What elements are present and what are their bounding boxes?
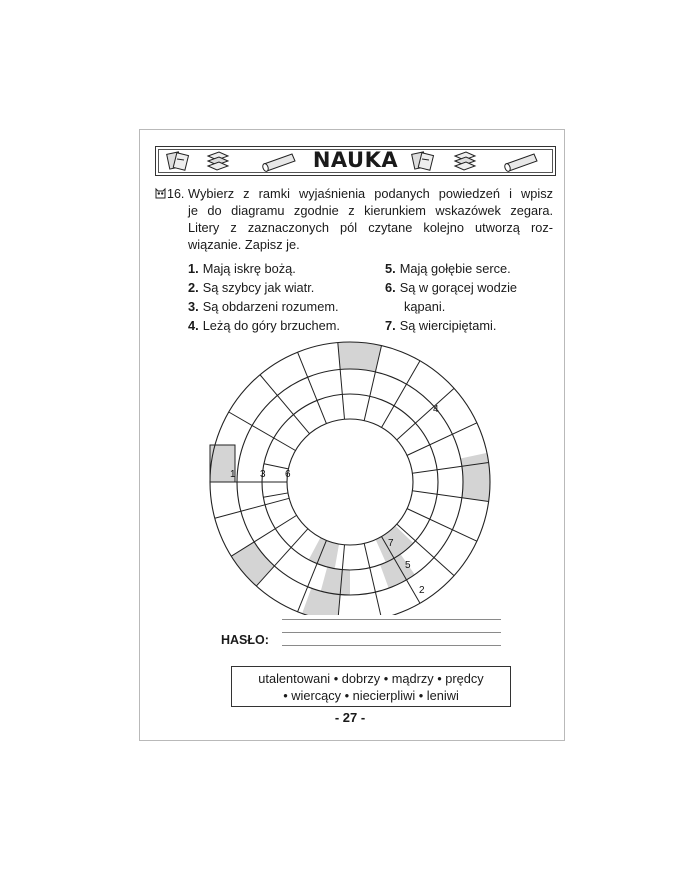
cell-number: 6 (285, 469, 291, 480)
task-line: wiązanie. Zapisz je. (188, 237, 300, 252)
clue-item: 1. Mają iskrę bożą. (188, 261, 296, 276)
clues-right-column (385, 259, 517, 335)
cell-number: 3 (260, 469, 266, 480)
task-line: je do diagramu zgodnie z kierunkiem wskazówek zegara. (188, 203, 553, 218)
shaded-cell (338, 342, 382, 372)
cell-number: 5 (405, 560, 411, 571)
task-line: Wybierz z ramki wyjaśnienia podanych powiedzeń i wpisz (188, 186, 553, 201)
word-bank-line: • wiercący • niecierpliwi • leniwi (283, 688, 459, 703)
owl-icon (155, 187, 166, 200)
clue-item-continuation: kąpani. (404, 299, 446, 314)
cell-divider (231, 515, 296, 556)
cell-number: 2 (419, 585, 425, 596)
answer-line[interactable] (282, 632, 501, 633)
task-number (155, 187, 184, 201)
ring-line (287, 419, 413, 545)
cell-divider (263, 493, 288, 497)
word-bank-box (231, 666, 511, 707)
shaded-cell (461, 453, 490, 502)
section-title: NAUKA (312, 148, 399, 172)
spiral-crossword-diagram[interactable] (205, 340, 505, 615)
answer-line[interactable] (282, 645, 501, 646)
clue-item: 5. Mają gołębie serce. (385, 261, 511, 276)
cell-divider (364, 543, 381, 615)
shaded-cell (231, 542, 274, 586)
cell-number: 1 (230, 469, 236, 480)
cell-divider (407, 509, 477, 542)
clue-item: 6. Są w gorącej wodzie (385, 280, 518, 295)
cell-number: 7 (388, 538, 394, 549)
shaded-cell (376, 526, 414, 563)
clue-item: 7. Są wiercipiętami. (385, 318, 497, 333)
clue-item: 3. Są obdarzeni rozumem. (188, 299, 339, 314)
cell-divider (407, 423, 477, 456)
cell-divider (215, 498, 289, 518)
cell-divider (229, 412, 296, 451)
cell-divider (382, 361, 421, 428)
task-number-text: 16. (167, 187, 185, 201)
clue-item: 2. Są szybcy jak wiatr. (188, 280, 315, 295)
task-line: Litery z zaznaczonych pól czytane kolejno utworzą roz- (188, 220, 553, 235)
cell-divider (298, 352, 327, 423)
clues-left-column (188, 259, 340, 335)
task-instruction (188, 185, 553, 253)
page-number: - 27 - (334, 710, 366, 725)
answer-line[interactable] (282, 619, 501, 620)
header-banner (155, 146, 556, 176)
shaded-cell (321, 567, 350, 595)
shaded-cell (309, 538, 339, 569)
cell-number: 4 (433, 404, 439, 415)
word-bank-line: utalentowani • dobrzy • mądrzy • prędcy (258, 671, 484, 686)
answer-label: HASŁO: (221, 633, 269, 647)
clue-item: 4. Leżą do góry brzuchem. (188, 318, 340, 333)
